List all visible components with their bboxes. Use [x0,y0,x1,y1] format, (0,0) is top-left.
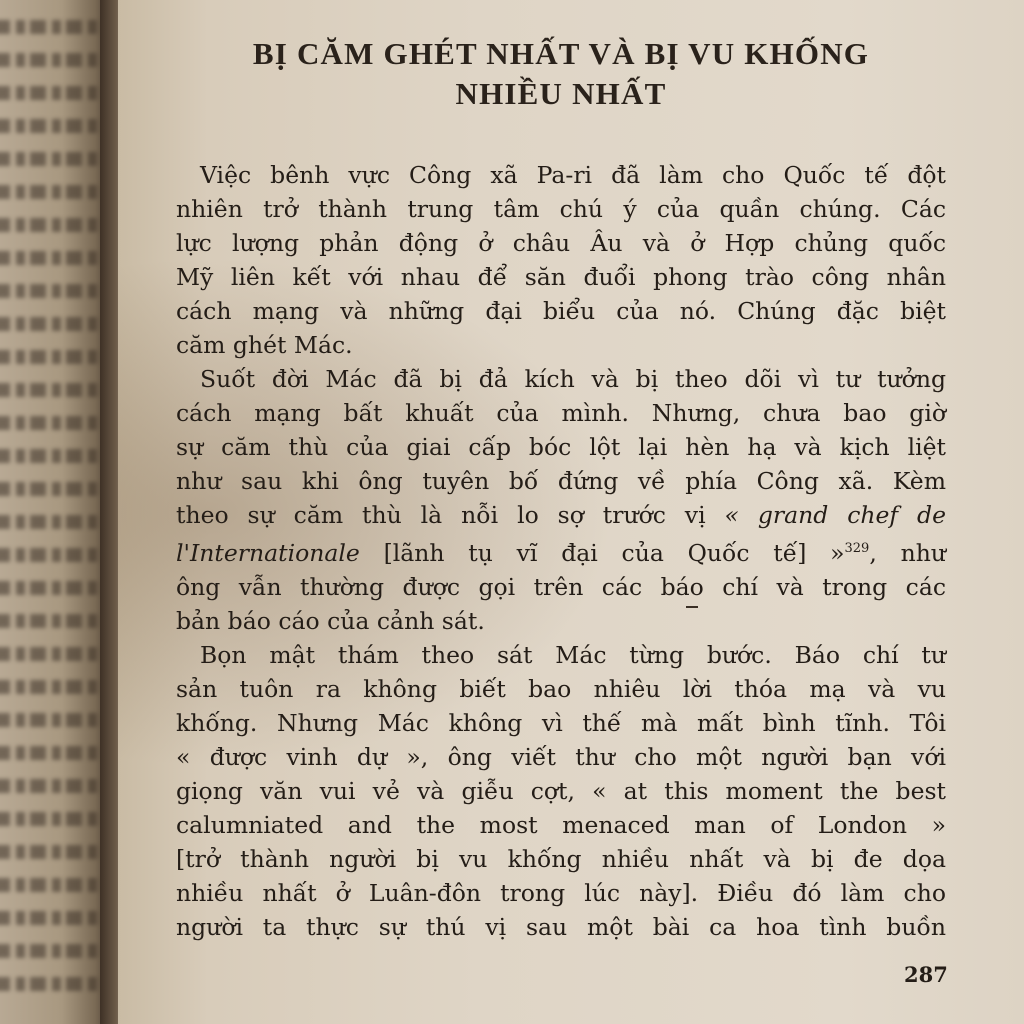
page-content [176,24,946,944]
text-line: calumniated and the most menaced man of London » [176,811,946,839]
text-line: sản tuôn ra không biết bao nhiêu lời thóa mạ và vu [176,675,946,703]
chapter-title [176,34,946,114]
footnote-reference: 329 [844,541,870,556]
text-line: Việc bênh vực Công xã Pa-ri đã làm cho Quốc tế đột [200,161,946,189]
right-page [118,0,1024,1024]
text-line: [trở thành người bị vu khống nhiều nhất và bị đe dọa [176,845,946,873]
text-line-with-footnote [176,532,946,570]
text-line: bản báo cáo của cảnh sát. [176,607,485,635]
ink-mark [686,606,698,608]
chapter-title-line-2: NHIỀU NHẤT [455,76,667,111]
text-line: ông vẫn thường được gọi trên các báo chí và trong các [176,573,946,601]
chapter-title-line-1: BỊ CĂM GHÉT NHẤT VÀ BỊ VU KHỐNG [252,36,870,71]
text-line: cách mạng và những đại biểu của nó. Chúng đặc biệt [176,297,946,325]
text-line: nhiên trở thành trung tâm chú ý của quần chúng. Các [176,195,946,223]
left-facing-page [0,0,112,1024]
left-page-blurred-text [0,20,112,1010]
text-line: sự căm thù của giai cấp bóc lột lại hèn hạ và kịch liệt [176,433,946,461]
text-segment: theo sự căm thù là nỗi lo sợ trước vị [176,501,706,529]
text-line: như sau khi ông tuyên bố đứng về phía Công xã. Kèm [176,467,946,495]
page-number: 287 [904,962,948,987]
text-segment: [lãnh tụ vĩ đại của Quốc tế] » [383,539,845,567]
text-line-with-italic [176,498,946,532]
text-line: người ta thực sự thú vị sau một bài ca hoa tình buồn [176,913,946,941]
text-segment: , như [869,539,946,567]
text-line: Suốt đời Mác đã bị đả kích và bị theo dõi vì tư tưởng [200,365,946,393]
text-line: Bọn mật thám theo sát Mác từng bước. Báo chí tư [200,641,946,669]
text-line: nhiều nhất ở Luân-đôn trong lúc này]. Điều đó làm cho [176,879,946,907]
italic-phrase: « grand chef de [724,501,946,529]
text-line: khống. Nhưng Mác không vì thế mà mất bình tĩnh. Tôi [176,709,946,737]
body-text [176,158,946,944]
text-line: căm ghét Mác. [176,331,353,359]
italic-phrase: l'Internationale [176,539,360,567]
text-line: cách mạng bất khuất của mình. Nhưng, chưa bao giờ [176,399,946,427]
text-line: Mỹ liên kết với nhau để săn đuổi phong trào công nhân [176,263,946,291]
text-line: giọng văn vui vẻ và giễu cợt, « at this moment the best [176,777,946,805]
text-line: lực lượng phản động ở châu Âu và ở Hợp chủng quốc [176,229,946,257]
text-line: « được vinh dự », ông viết thư cho một người bạn với [176,743,946,771]
